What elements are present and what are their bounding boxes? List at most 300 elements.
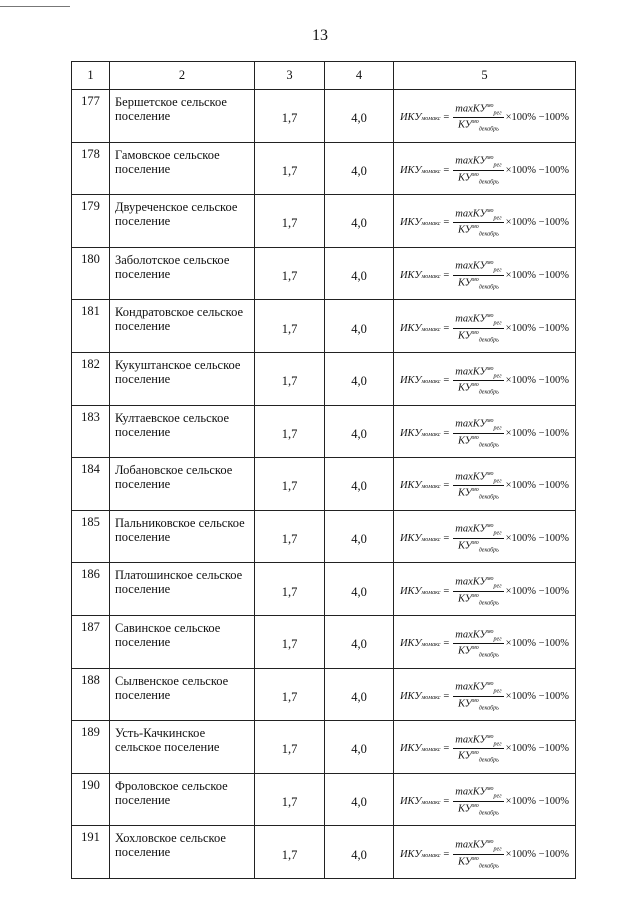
formula-num-main: maxКУ [455,681,487,693]
formula-numerator [453,313,503,329]
formula-lhs-sub: макс [428,800,441,807]
formula-equals: = [443,322,450,334]
formula-num-main: maxКУ [455,418,487,430]
formula-lhs-main: ИКУ [399,638,422,650]
formula-lhs-sup: мо [421,537,429,544]
formula-cell [394,405,576,458]
formula-lhs [400,428,440,439]
formula-numerator [453,629,503,645]
formula-tail: ×100% −100% [505,848,570,860]
table-row [72,615,576,668]
formula-fraction [453,418,503,448]
formula-equals: = [443,375,450,387]
formula-den-sub: декабрь [478,863,499,870]
value-col-4: 4,0 [325,826,394,879]
formula-tail: ×100% −100% [505,638,570,650]
formula-num-sup: мо [486,102,494,109]
table-row [72,195,576,248]
formula-lhs-sup: мо [421,431,429,438]
formula-num-sup: мо [486,313,494,320]
formula-equals: = [443,848,450,860]
formula [394,523,575,553]
formula-den-main: КУ [457,435,472,447]
formula-lhs-sup: мо [421,379,429,386]
formula-cell [394,510,576,563]
formula-lhs-sup: мо [421,589,429,596]
formula-lhs-main: ИКУ [399,533,422,545]
formula-den-sub: декабрь [478,232,499,239]
formula [394,839,575,869]
formula-num-sup: мо [486,786,494,793]
formula-numerator [453,576,503,592]
formula-den-main: КУ [457,856,472,868]
formula-numerator [453,734,503,750]
formula-lhs [400,796,440,807]
settlement-name: Кондратовское сельское поселение [110,300,255,353]
value-col-4: 4,0 [325,142,394,195]
formula [394,418,575,448]
formula-num-sub: рег [493,583,502,590]
formula-den-sub: декабрь [478,284,499,291]
formula-lhs-sub: макс [428,747,441,754]
formula-den-main: КУ [457,540,472,552]
formula-cell [394,247,576,300]
formula-num-sup: мо [486,628,494,635]
header-cell-3: 3 [255,62,325,90]
formula-lhs-sup: мо [421,168,429,175]
formula-den-sup: мо [471,171,479,178]
formula [394,576,575,606]
formula-lhs [400,112,440,123]
formula-num-sub: рег [493,531,502,538]
formula-num-sub: рег [493,688,502,695]
formula-den-main: КУ [457,382,472,394]
formula-denominator [456,697,501,712]
formula-den-sub: декабрь [478,442,499,449]
formula-num-main: maxКУ [455,313,487,325]
formula-equals: = [443,164,450,176]
formula-fraction [453,681,503,711]
formula-tail: ×100% −100% [505,796,570,808]
row-number: 179 [72,195,110,248]
formula [394,629,575,659]
table-row [72,300,576,353]
value-col-3: 1,7 [255,300,325,353]
formula-den-sub: декабрь [478,126,499,133]
formula-tail: ×100% −100% [505,743,570,755]
settlement-name: Савинское сельское поселение [110,615,255,668]
formula-den-main: КУ [457,487,472,499]
formula-num-sup: мо [486,365,494,372]
formula-den-main: КУ [457,330,472,342]
formula-den-sup: мо [471,277,479,284]
value-col-4: 4,0 [325,615,394,668]
value-col-3: 1,7 [255,721,325,774]
formula-den-sub: декабрь [478,179,499,186]
formula-denominator [456,381,501,396]
formula-den-sup: мо [471,329,479,336]
formula-denominator [456,276,501,291]
formula-cell [394,352,576,405]
formula-den-sup: мо [471,697,479,704]
formula-denominator [456,329,501,344]
value-col-4: 4,0 [325,247,394,300]
formula-num-sub: рег [493,162,502,169]
formula-den-sub: декабрь [478,600,499,607]
formula-den-sub: декабрь [478,758,499,765]
row-number: 180 [72,247,110,300]
formula-den-sup: мо [471,750,479,757]
formula-numerator [453,366,503,382]
row-number: 186 [72,563,110,616]
formula-lhs-main: ИКУ [399,322,422,334]
formula-numerator [453,839,503,855]
formula-equals: = [443,217,450,229]
value-col-3: 1,7 [255,352,325,405]
formula-fraction [453,313,503,343]
formula-equals: = [443,796,450,808]
settlement-name: Двуреченское сельское поселение [110,195,255,248]
formula-denominator [456,434,501,449]
formula-fraction [453,629,503,659]
value-col-3: 1,7 [255,142,325,195]
formula-lhs-sup: мо [421,326,429,333]
formula-den-main: КУ [457,593,472,605]
formula-lhs-sub: макс [428,116,441,123]
formula-fraction [453,786,503,816]
formula-equals: = [443,690,450,702]
value-col-3: 1,7 [255,773,325,826]
formula-denominator [456,644,501,659]
formula-fraction [453,471,503,501]
formula-num-main: maxКУ [455,471,487,483]
formula-lhs-sub: макс [428,168,441,175]
value-col-3: 1,7 [255,563,325,616]
formula-cell [394,300,576,353]
page-number: 13 [312,27,328,44]
formula-lhs [400,217,440,228]
formula-den-main: КУ [457,119,472,131]
formula-lhs-main: ИКУ [399,112,422,124]
table-row [72,563,576,616]
formula-num-main: maxКУ [455,576,487,588]
value-col-4: 4,0 [325,458,394,511]
formula-lhs-main: ИКУ [399,796,422,808]
formula-cell [394,195,576,248]
formula-tail: ×100% −100% [505,270,570,282]
row-number: 181 [72,300,110,353]
formula-numerator [453,155,503,171]
formula-denominator [456,802,501,817]
formula-lhs-sup: мо [421,274,429,281]
formula-lhs-sup: мо [421,221,429,228]
formula-tail: ×100% −100% [505,690,570,702]
formula-cell [394,668,576,721]
formula-lhs-main: ИКУ [399,585,422,597]
value-col-3: 1,7 [255,510,325,563]
formula-num-sup: мо [486,681,494,688]
formula-den-sup: мо [471,855,479,862]
table-body [72,62,576,879]
formula-fraction [453,366,503,396]
value-col-3: 1,7 [255,615,325,668]
formula-den-sub: декабрь [478,705,499,712]
formula-num-sup: мо [486,733,494,740]
formula-denominator [456,855,501,870]
formula-num-sup: мо [486,155,494,162]
formula-den-sup: мо [471,382,479,389]
formula-num-sub: рег [493,320,502,327]
value-col-4: 4,0 [325,510,394,563]
formula-fraction [453,208,503,238]
formula-denominator [456,171,501,186]
formula-numerator [453,786,503,802]
formula [394,208,575,238]
formula-lhs-main: ИКУ [399,270,422,282]
value-col-4: 4,0 [325,90,394,143]
formula-tail: ×100% −100% [505,533,570,545]
formula-den-sup: мо [471,224,479,231]
formula-den-sup: мо [471,645,479,652]
formula-lhs [400,480,440,491]
formula-den-sub: декабрь [478,810,499,817]
formula-fraction [453,734,503,764]
formula [394,260,575,290]
formula-numerator [453,418,503,434]
formula-lhs-sup: мо [421,800,429,807]
formula-lhs-main: ИКУ [399,427,422,439]
table-row [72,90,576,143]
formula-num-main: maxКУ [455,103,487,115]
formula-tail: ×100% −100% [505,427,570,439]
table-row [72,826,576,879]
table-row [72,721,576,774]
table-row [72,668,576,721]
formula-cell [394,563,576,616]
formula-num-main: maxКУ [455,786,487,798]
formula-cell [394,142,576,195]
formula-equals: = [443,112,450,124]
formula-lhs [400,323,440,334]
formula-den-sub: декабрь [478,337,499,344]
formula-lhs-sup: мо [421,116,429,123]
formula-num-main: maxКУ [455,208,487,220]
formula-cell [394,90,576,143]
formula-num-sup: мо [486,523,494,530]
formula-fraction [453,103,503,133]
formula-numerator [453,103,503,119]
value-col-4: 4,0 [325,352,394,405]
settlement-name: Бершетское сельское поселение [110,90,255,143]
formula-num-main: maxКУ [455,839,487,851]
formula-lhs [400,165,440,176]
row-number: 187 [72,615,110,668]
value-col-3: 1,7 [255,668,325,721]
formula-num-sub: рег [493,741,502,748]
formula-equals: = [443,585,450,597]
formula-denominator [456,486,501,501]
formula-lhs-sub: макс [428,694,441,701]
formula-fraction [453,576,503,606]
formula-lhs [400,375,440,386]
row-number: 184 [72,458,110,511]
row-number: 191 [72,826,110,879]
formula-lhs [400,533,440,544]
formula-den-main: КУ [457,803,472,815]
formula-den-main: КУ [457,172,472,184]
row-number: 182 [72,352,110,405]
formula-lhs-sup: мо [421,694,429,701]
formula-equals: = [443,270,450,282]
row-number: 190 [72,773,110,826]
formula-num-sub: рег [493,373,502,380]
formula-denominator [456,592,501,607]
formula-fraction [453,155,503,185]
formula-tail: ×100% −100% [505,217,570,229]
header-cell-4: 4 [325,62,394,90]
formula-num-sub: рег [493,846,502,853]
formula-tail: ×100% −100% [505,375,570,387]
formula-num-main: maxКУ [455,523,487,535]
formula-lhs [400,638,440,649]
formula-lhs-sub: макс [428,221,441,228]
value-col-3: 1,7 [255,195,325,248]
formula-cell [394,773,576,826]
formula-num-main: maxКУ [455,734,487,746]
formula-num-sub: рег [493,425,502,432]
formula [394,313,575,343]
value-col-4: 4,0 [325,405,394,458]
formula-num-sub: рег [493,794,502,801]
formula-lhs-sub: макс [428,484,441,491]
settlement-name: Хохловское сельское поселение [110,826,255,879]
formula-den-sub: декабрь [478,495,499,502]
settlement-name: Лобановское сельское поселение [110,458,255,511]
formula-lhs-sub: макс [428,274,441,281]
formula-den-sub: декабрь [478,652,499,659]
tariff-table [71,61,576,879]
row-number: 189 [72,721,110,774]
formula-num-main: maxКУ [455,260,487,272]
settlement-name: Кукуштанское сельское поселение [110,352,255,405]
value-col-3: 1,7 [255,405,325,458]
formula-num-sup: мо [486,207,494,214]
formula-lhs-sub: макс [428,852,441,859]
row-number: 183 [72,405,110,458]
formula [394,786,575,816]
formula [394,103,575,133]
settlement-name: Фроловское сельское поселение [110,773,255,826]
formula-lhs-sub: макс [428,589,441,596]
header-cell-2: 2 [110,62,255,90]
formula-equals: = [443,638,450,650]
formula-den-sub: декабрь [478,547,499,554]
formula-den-sup: мо [471,119,479,126]
formula-tail: ×100% −100% [505,112,570,124]
formula-cell [394,458,576,511]
settlement-name: Пальниковское сельское поселение [110,510,255,563]
formula-lhs-main: ИКУ [399,375,422,387]
table-row [72,247,576,300]
row-number: 177 [72,90,110,143]
top-edge-mark [0,0,70,7]
formula-equals: = [443,533,450,545]
formula-numerator [453,208,503,224]
formula-num-sup: мо [486,470,494,477]
formula-lhs [400,586,440,597]
formula-equals: = [443,743,450,755]
table-row [72,773,576,826]
formula-num-sub: рег [493,268,502,275]
header-cell-1: 1 [72,62,110,90]
formula-lhs [400,849,440,860]
value-col-4: 4,0 [325,773,394,826]
formula-lhs-main: ИКУ [399,164,422,176]
formula-lhs-sub: макс [428,379,441,386]
formula-lhs-sub: макс [428,326,441,333]
formula-fraction [453,260,503,290]
header-row [72,62,576,90]
formula-den-sup: мо [471,487,479,494]
table-row [72,510,576,563]
formula-equals: = [443,480,450,492]
formula-cell [394,826,576,879]
formula-numerator [453,681,503,697]
formula-lhs-main: ИКУ [399,690,422,702]
formula-tail: ×100% −100% [505,164,570,176]
formula-num-sup: мо [486,418,494,425]
formula-num-sub: рег [493,110,502,117]
formula-den-main: КУ [457,750,472,762]
formula [394,681,575,711]
formula-lhs-main: ИКУ [399,743,422,755]
formula-denominator [456,749,501,764]
formula-num-sub: рег [493,636,502,643]
formula-num-main: maxКУ [455,366,487,378]
formula-den-sup: мо [471,540,479,547]
table-row [72,405,576,458]
formula-den-sup: мо [471,592,479,599]
value-col-3: 1,7 [255,247,325,300]
formula-lhs-sub: макс [428,431,441,438]
formula-num-sup: мо [486,260,494,267]
row-number: 188 [72,668,110,721]
formula-numerator [453,471,503,487]
formula-denominator [456,118,501,133]
value-col-4: 4,0 [325,195,394,248]
value-col-3: 1,7 [255,90,325,143]
formula-cell [394,615,576,668]
formula-lhs-sup: мо [421,642,429,649]
formula-cell [394,721,576,774]
formula-num-main: maxКУ [455,629,487,641]
header-cell-5: 5 [394,62,576,90]
formula-lhs [400,743,440,754]
formula-num-sub: рег [493,215,502,222]
settlement-name: Култаевское сельское поселение [110,405,255,458]
value-col-4: 4,0 [325,300,394,353]
formula-lhs-main: ИКУ [399,480,422,492]
formula-den-main: КУ [457,645,472,657]
settlement-name: Усть-Качкинское сельское поселение [110,721,255,774]
value-col-4: 4,0 [325,668,394,721]
formula-lhs [400,691,440,702]
formula-den-sub: декабрь [478,389,499,396]
table-row [72,142,576,195]
formula-fraction [453,523,503,553]
settlement-name: Заболотское сельское поселение [110,247,255,300]
row-number: 185 [72,510,110,563]
